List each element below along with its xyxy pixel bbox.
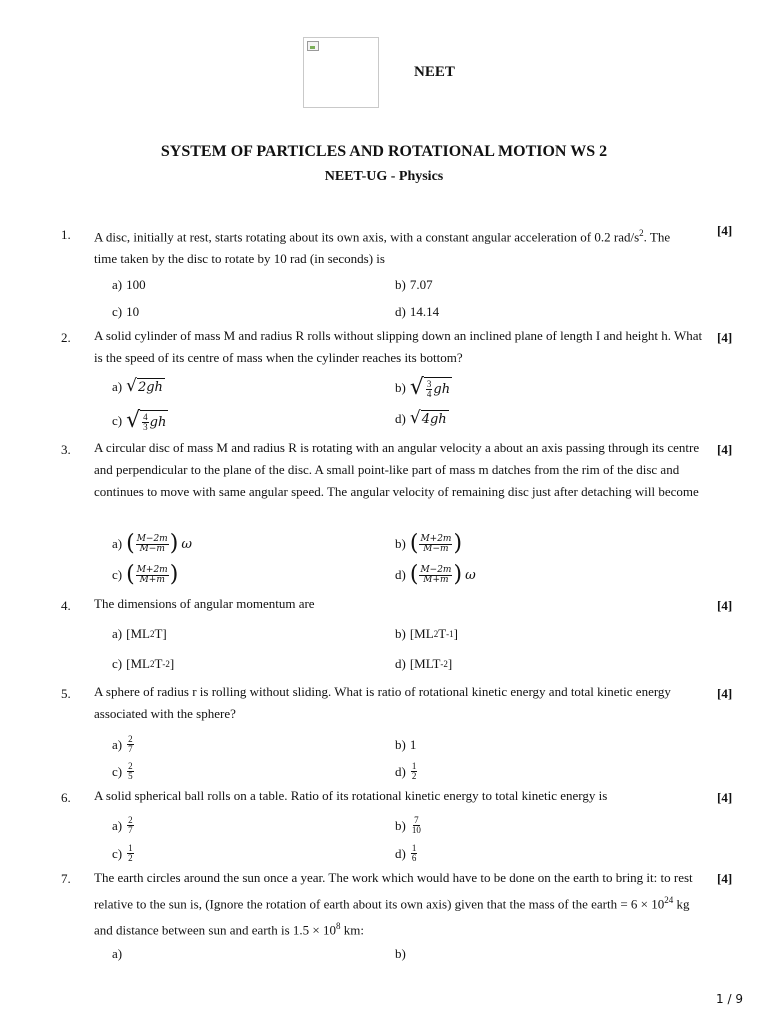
option-c[interactable]: c) $\frac{2}{5}$ [112,761,133,781]
question-number: 4. [61,598,71,613]
option-a[interactable]: a) $\frac{2}{7}$ [112,815,133,835]
option-c[interactable]: c) ( $\frac{M+2m}{M+m}$ ) [112,562,179,587]
option-b[interactable]: b) 7.07 [395,277,433,292]
question-marks: [4] [717,442,733,457]
question-marks: [4] [717,686,733,701]
question-text: A solid spherical ball rolls on a table. Ratio of its rotational kinetic energy to total kinetic energy is [94,788,608,803]
option-b[interactable]: b) [ML 2 T -1 ] [395,626,458,641]
question-text: A sphere of radius r is rolling without sliding. What is ratio of rotational kinetic energy and total kinetic energy associated with the sphere? [94,684,671,721]
option-c[interactable]: c) [ML 2 T -2 ] [112,656,175,671]
option-b[interactable]: b) √ $\frac{3}{4}$ gh [395,375,451,400]
option-b[interactable]: b) [395,946,406,961]
option-a[interactable]: a) [ML 2 T] [112,626,167,641]
question-marks: [4] [717,598,733,613]
option-d[interactable]: d) √ 4gh [395,408,447,428]
question-text: The dimensions of angular momentum are [94,596,315,611]
option-c[interactable]: c) $\frac{1}{2}$ [112,843,133,863]
option-c[interactable]: c) 10 [112,304,140,319]
question-marks: [4] [717,790,733,805]
question-number: 3. [61,442,71,457]
worksheet-subtitle: NEET-UG - Physics [324,169,444,184]
question-number: 7. [61,871,71,886]
question-marks: [4] [717,223,733,238]
question-marks: [4] [717,871,733,886]
option-d[interactable]: d) ( $\frac{M-2m}{M+m}$ ) ω [395,562,476,587]
square-root: √ 2gh [126,376,163,396]
square-root: √ $\frac{3}{4}$ gh [409,375,451,400]
logo-image [303,37,379,108]
option-a[interactable]: a) 100 [112,277,146,292]
option-b[interactable]: b) 1 [395,737,417,752]
question-text: A circular disc of mass M and radius R is rotating with an angular velocity a about an axis passing through its centre and perpendicular to the plane of the disc. A small point-like part of mass m datches from the rim of the disc and continues to move with same angular speed. The angular velocity of remaining disc just after detaching will become [94,440,700,499]
option-a[interactable]: a) $\frac{2}{7}$ [112,734,133,754]
option-b[interactable]: b) ( $\frac{M+2m}{M-m}$ ) [395,531,463,556]
option-a[interactable]: a) [112,946,123,961]
broken-image-icon [307,41,319,51]
question-number: 5. [61,686,71,701]
question-text: A disc, initially at rest, starts rotating about its own axis, with a constant angular acceleration of 0.2 rad/$s^2$. The time taken by the disc to rotate by 10 rad (in seconds) is [94,228,671,267]
option-a[interactable]: a) ( $\frac{M-2m}{M-m}$ ) ω [112,531,192,556]
option-a[interactable]: a) √ 2gh [112,376,163,396]
question-number: 2. [61,330,71,345]
option-d[interactable]: d) 14.14 [395,304,440,319]
option-d[interactable]: d) $\frac{1}{2}$ [395,761,417,781]
question-marks: [4] [717,330,733,345]
option-d[interactable]: d) [MLT -2 ] [395,656,453,671]
question-number: 6. [61,790,71,805]
page-number: 1 / 9 [716,992,743,1006]
worksheet-title: SYSTEM OF PARTICLES AND ROTATIONAL MOTION WS 2 [160,143,608,160]
option-b[interactable]: b) $\frac{7}{10}$ [395,815,421,835]
question-text: A solid cylinder of mass M and radius R rolls without slipping down an inclined plane of length I and height h. What is the speed of its centre of mass when the cylinder reaches its bottom? [94,328,703,365]
option-d[interactable]: d) $\frac{1}{6}$ [395,843,417,863]
option-c[interactable]: c) √ $\frac{4}{3}$ gh [112,408,167,433]
square-root: √ $\frac{4}{3}$ gh [126,408,167,433]
question-text: The earth circles around the sun once a year. The work which would have to be done on the earth to bring it: to rest relative to the sun is, (Ignore the rotation of earth about its own axis) given that the mass of the earth = $6 \times 10^{24}$ kg and distance between sun and earth is $1.5 \times 10^8$ km: [94,870,693,938]
question-number: 1. [61,227,71,242]
brand-name: NEET [414,64,455,80]
square-root: √ 4gh [409,408,447,428]
